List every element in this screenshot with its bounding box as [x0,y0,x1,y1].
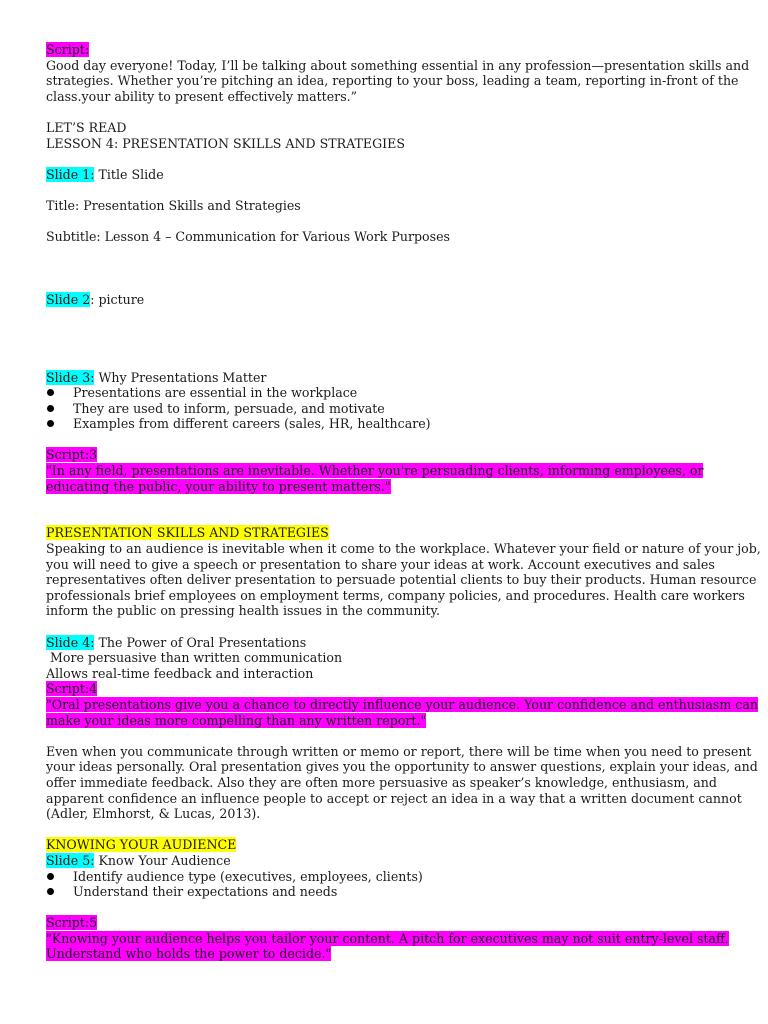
slide3-bullet-item [46,416,736,432]
skills-heading-line [46,525,736,541]
skills-paragraph-line: professionals brief employees on employment terms, company policies, and procedures. Health care workers [46,587,745,603]
script5-label: Script:5 [46,915,98,931]
slide1-label: Slide 1: [46,166,95,182]
slide4-line [46,635,736,651]
script5-label-line [46,915,736,931]
script4-label: Script:4 [46,681,98,697]
skills-paragraph-line: representatives often deliver presentation to persuade potential clients to buy their products. Human resource [46,572,757,588]
slide2-text: : picture [90,291,145,307]
script4-line: make your ideas more compelling than any written report." [46,712,427,728]
slide4-text: The Power of Oral Presentations [94,634,307,650]
skills-heading: PRESENTATION SKILLS AND STRATEGIES [46,525,329,541]
slide5-line [46,853,736,869]
slide4-label: Slide 4: [46,634,95,650]
script4-line: "Oral presentations give you a chance to directly influence your audience. Your confidence and enthusiasm can [46,696,758,712]
slide3-line [46,370,736,386]
script3-line: educating the public, your ability to present matters." [46,478,391,494]
bullet-icon [47,420,54,427]
slide3-bullet-item [46,401,736,417]
script3-label: Script:3 [46,447,98,463]
skills-paragraph-line: Speaking to an audience is inevitable when it come to the workplace. Whatever your field or nature of your job, [46,541,761,557]
document-page [46,42,761,962]
script5-line: Understand who holds the power to decide." [46,946,332,962]
intro-line: Good day everyone! Today, I’ll be talking about something essential in any profession—presentation skills and [46,57,750,73]
audience-heading-line [46,837,736,853]
bullet-icon [47,389,54,396]
slide1-subtitle-line: Subtitle: Lesson 4 – Communication for Various Work Purposes [46,229,451,245]
slide2-label: Slide 2 [46,291,91,307]
bullet-icon [47,888,54,895]
lets-read-heading: LET’S READ [46,119,127,135]
slide1-text: Title Slide [94,166,164,182]
slide4-point: More persuasive than written communication [46,650,343,666]
script3-label-line [46,447,736,463]
lesson-title: LESSON 4: PRESENTATION SKILLS AND STRATEGIES [46,135,405,151]
slide4-point: Allows real-time feedback and interaction [46,665,314,681]
slide1-title-line: Title: Presentation Skills and Strategies [46,197,301,213]
slide5-bullet-item [46,884,736,900]
slide3-bullet-item [46,385,736,401]
oral-paragraph-line: apparent confidence an influence people to accept or reject an idea in a way that a written document cannot [46,790,742,806]
skills-paragraph-line: you will need to give a speech or presentation to share your ideas at work. Account executives and sales [46,556,715,572]
slide5-bullet-item [46,869,736,885]
oral-paragraph-line: (Adler, Elmhorst, & Lucas, 2013). [46,806,261,822]
skills-paragraph-line: inform the public on pressing health issues in the community. [46,603,440,619]
bullet-icon [47,405,54,412]
intro-script-label: Script: [46,42,90,57]
intro-script-label-line [46,42,736,58]
intro-line: strategies. Whether you’re pitching an idea, reporting to your boss, leading a team, reporting in-front of the [46,73,739,89]
bullet-text: They are used to inform, persuade, and motivate [73,400,385,416]
slide2-line [46,292,736,308]
oral-paragraph-line: Even when you communicate through written or memo or report, there will be time when you need to present [46,743,752,759]
slide3-label: Slide 3: [46,369,95,385]
slide1-line [46,167,736,183]
bullet-icon [47,873,54,880]
audience-heading: KNOWING YOUR AUDIENCE [46,837,237,853]
script3-line: "In any field, presentations are inevitable. Whether you're persuading clients, informing employees, or [46,463,704,479]
oral-paragraph-line: your ideas personally. Oral presentation gives you the opportunity to answer questions, explain your ideas, and [46,759,758,775]
slide5-label: Slide 5: [46,852,95,868]
bullet-text: Examples from different careers (sales, HR, healthcare) [73,416,431,432]
script4-label-line [46,681,736,697]
script5-line: "Knowing your audience helps you tailor your content. A pitch for executives may not suit entry-level staff. [46,930,729,946]
slide5-text: Know Your Audience [94,852,231,868]
slide3-text: Why Presentations Matter [94,369,267,385]
bullet-text: Identify audience type (executives, employees, clients) [73,868,423,884]
bullet-text: Presentations are essential in the workplace [73,385,358,401]
bullet-text: Understand their expectations and needs [73,884,338,900]
oral-paragraph-line: offer immediate feedback. Also they are often more persuasive as speaker’s knowledge, enthusiasm, and [46,774,717,790]
intro-line: class.your ability to present effectively matters.” [46,88,358,104]
